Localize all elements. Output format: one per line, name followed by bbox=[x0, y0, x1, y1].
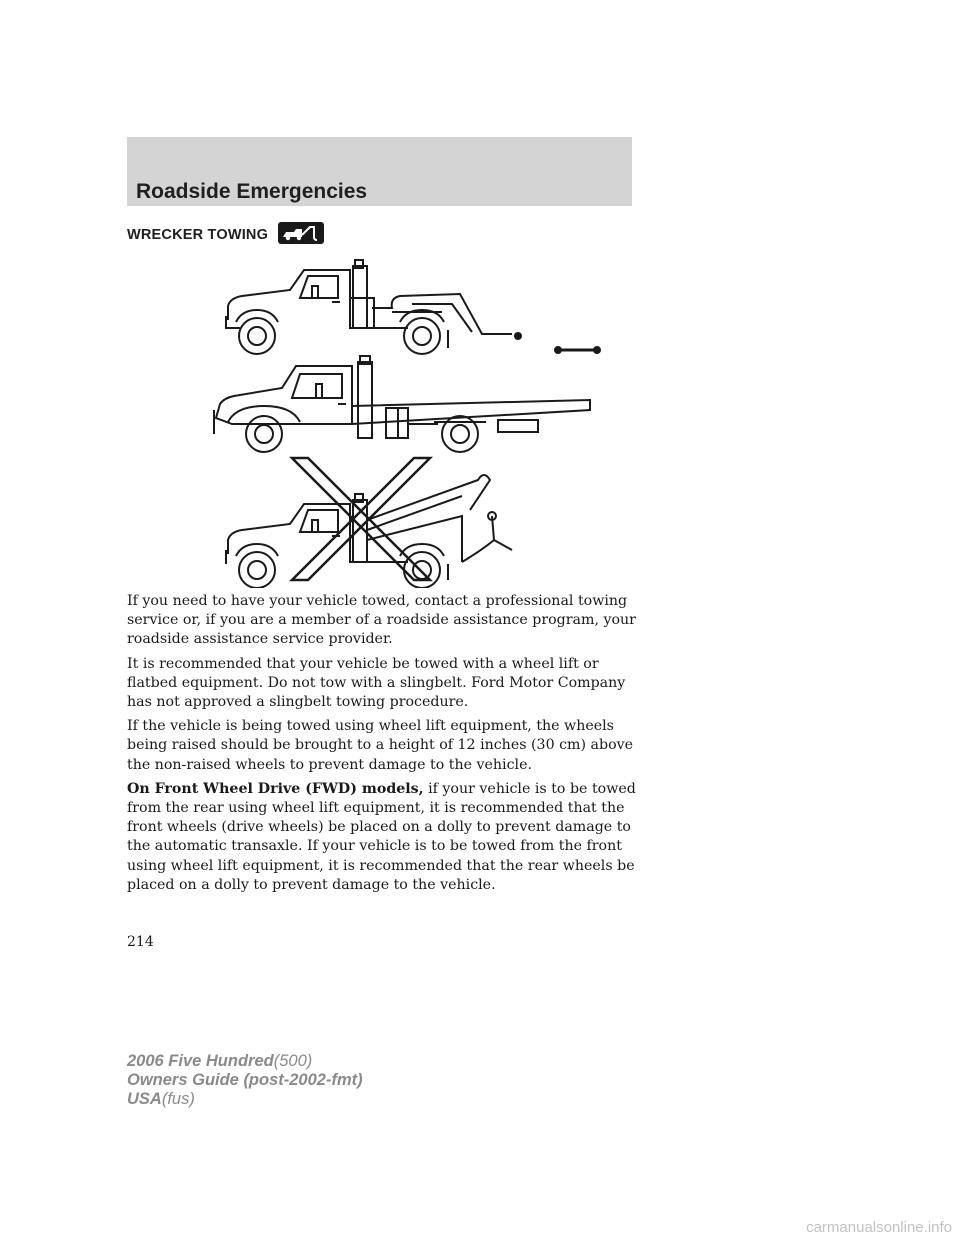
watermark: carmanualsonline.info bbox=[806, 1219, 952, 1236]
page-title: Roadside Emergencies bbox=[136, 180, 368, 203]
paragraph: If you need to have your vehicle towed, contact a professional towing service or, if you are a member of a roadside assistance program, your roadside assistance service provider. bbox=[127, 593, 636, 648]
wheel-lift-truck bbox=[226, 260, 600, 354]
paragraph: If the vehicle is being towed using wheel lift equipment, the wheels being raised should be brought to a height of 12 inches (30 cm) above the non-raised wheels to prevent damage to the vehicle. bbox=[127, 718, 634, 773]
footer bbox=[127, 1052, 363, 1109]
footer-model: 2006 Five Hundred bbox=[127, 1052, 274, 1070]
flatbed-truck bbox=[214, 356, 590, 452]
page-number: 214 bbox=[127, 934, 154, 950]
paragraph-rest: if your vehicle is to be towed from the rear using wheel lift equipment, it is recommended that the front wheels (drive wheels) be placed on a dolly to prevent damage to the automatic transaxle. If your vehicle is to be towed from the front using wheel lift equipment, it is recommended that the rear wheels be placed on a dolly to prevent damage to the vehicle. bbox=[127, 780, 636, 893]
tow-truck-icon bbox=[278, 222, 324, 244]
bold-lead: On Front Wheel Drive (FWD) models, bbox=[127, 780, 424, 797]
footer-market-code: (fus) bbox=[161, 1090, 195, 1108]
paragraph bbox=[127, 780, 637, 895]
body-text bbox=[127, 592, 637, 900]
footer-market: USA bbox=[127, 1090, 162, 1108]
footer-guide: Owners Guide (post-2002-fmt) bbox=[127, 1071, 363, 1089]
towing-methods-illustration bbox=[212, 258, 612, 588]
section-heading: WRECKER TOWING bbox=[127, 227, 269, 243]
slingbelt-truck-crossed-out bbox=[226, 458, 512, 588]
footer-model-code: (500) bbox=[273, 1052, 313, 1070]
paragraph: It is recommended that your vehicle be towed with a wheel lift or flatbed equipment. Do not tow with a slingbelt. Ford Motor Company has not approved a slingbelt towing procedure. bbox=[127, 655, 626, 711]
